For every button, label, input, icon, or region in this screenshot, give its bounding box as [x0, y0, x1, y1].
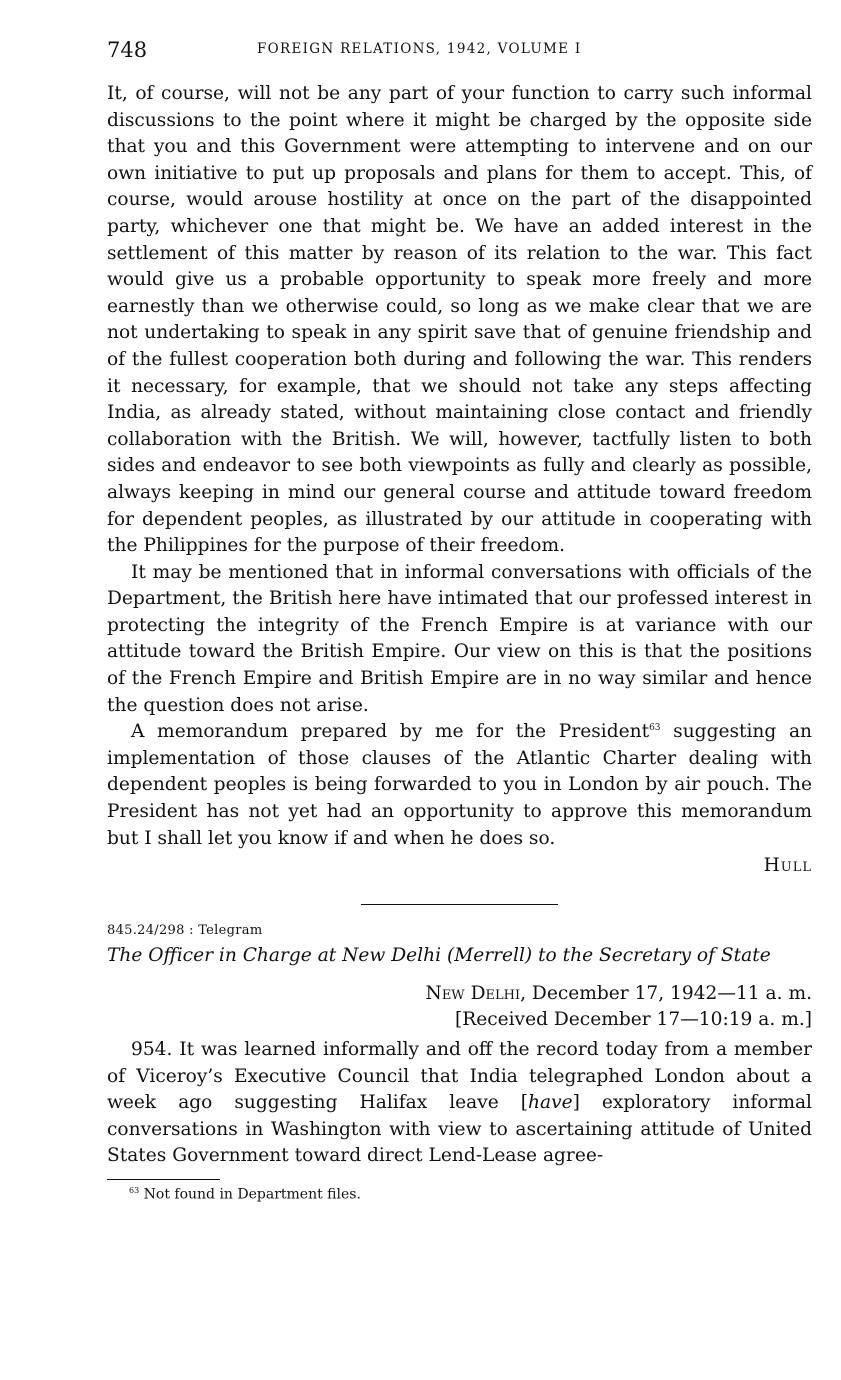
letter-paragraph-3 [107, 719, 812, 852]
running-title: FOREIGN RELATIONS, 1942, VOLUME I [257, 41, 582, 57]
letter-paragraph-3-text: A memorandum prepared by me for the President [131, 721, 650, 743]
telegram-paragraph [107, 1037, 812, 1170]
dateline-sent [107, 981, 812, 1008]
footnote-rule [107, 1179, 220, 1180]
telegram-body [107, 1037, 812, 1170]
dateline [107, 981, 812, 1034]
document-page [107, 30, 812, 1203]
file-reference: 845.24/298 : Telegram [107, 922, 263, 938]
section-divider [361, 904, 558, 905]
footnote-text: Not found in Department files. [139, 1186, 361, 1203]
telegram-text: 954. It was learned informally and off the record today from a member of Viceroy’s Executive Council that India telegraphed London about a week ago suggesting Halifax leave [ [107, 1039, 812, 1114]
footnote [107, 1186, 812, 1203]
telegram-text-cont: ] exploratory informal conversations in Washington with view to ascertaining attitude of United States Government toward direct Lend-Lease agree- [107, 1092, 812, 1167]
signature: Hull [763, 855, 812, 877]
dateline-received: [Received December 17—10:19 a. m.] [454, 1009, 812, 1031]
footnote-marker: 63 [129, 1185, 140, 1195]
letter-paragraph-1: It, of course, will not be any part of your function to carry such informal discussions to the point where it might be charged by the opposite side that you and this Government were attempting to intervene and on our own initiative to put up proposals and plans for them to accept. This, of course, would arouse hostility at once on the part of the disappointed party, whichever one that might be. We have an added interest in the settlement of this matter by reason of its relation to the war. This fact would give us a probable opportunity to speak more freely and more earnestly than we otherwise could, so long as we make clear that we are not undertaking to speak in any spirit save that of genuine friendship and of the fullest cooperation both during and following the war. This renders it necessary, for example, that we should not take any steps affecting India, as already stated, without maintaining close contact and friendly collaboration with the British. We will, however, tactfully listen to both sides and endeavor to see both viewpoints as fully and clearly as possible, always keeping in mind our general course and attitude toward freedom for dependent peoples, as illustrated by our attitude in cooperating with the Philippines for the purpose of their freedom. [107, 83, 812, 557]
dateline-place: New Delhi [425, 982, 521, 1004]
page-number: 748 [107, 38, 148, 62]
letter-body [107, 81, 812, 852]
running-head [107, 30, 812, 66]
letter-paragraph-2: It may be mentioned that in informal conversations with officials of the Department, the British here have intimated that our professed interest in protecting the integrity of the French Empire is at variance with our attitude toward the British Empire. Our view on this is that the positions of the French Empire and British Empire are in no way similar and hence the question does not arise. [107, 561, 812, 716]
dateline-date: , December 17, 1942—11 a. m. [520, 982, 812, 1004]
telegram-text-italic: have [528, 1092, 573, 1114]
document-heading: The Officer in Charge at New Delhi (Merrell) to the Secretary of State [107, 944, 771, 966]
footnote-reference: 63 [649, 723, 661, 734]
letter-paragraph-3-text-cont: suggesting an implementation of those clauses of the Atlantic Charter dealing with dependent peoples is being forwarded to you in London by air pouch. The President has not yet had an opportunity to approve this memorandum but I shall let you know if and when he does so. [107, 721, 813, 849]
